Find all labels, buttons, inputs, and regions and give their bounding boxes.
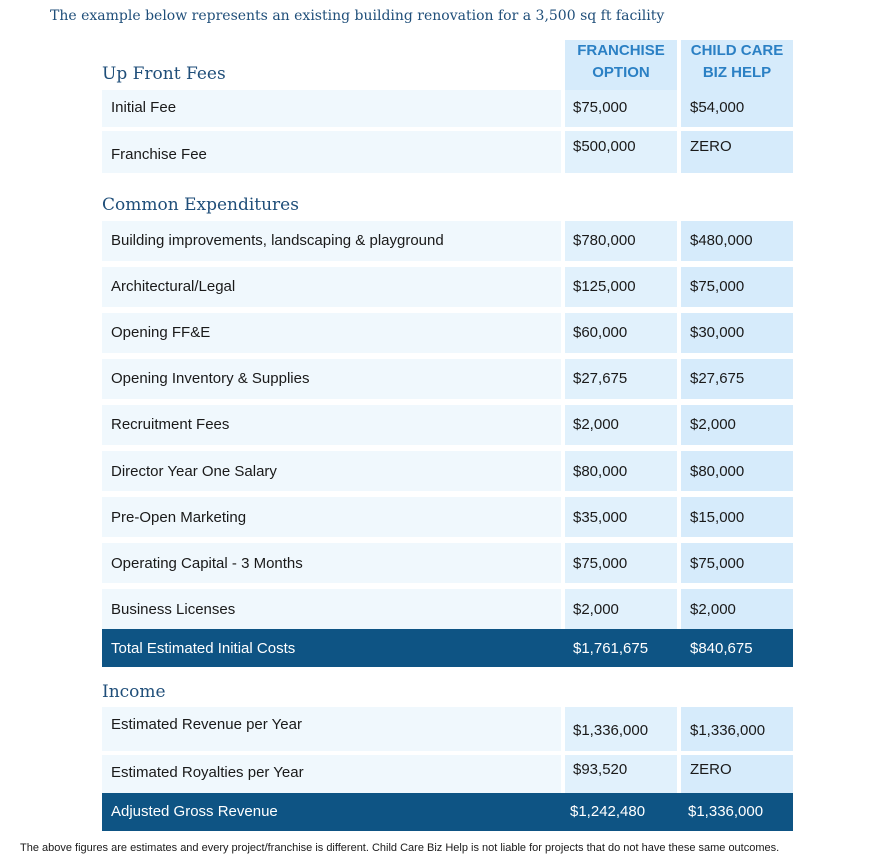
franchise-value: $27,675 — [573, 370, 628, 387]
ccbh-value: $54,000 — [690, 99, 745, 116]
total-franchise-value: $1,761,675 — [573, 640, 649, 657]
ccbh-value: $480,000 — [690, 232, 753, 249]
ccbh-value: $30,000 — [690, 324, 745, 341]
franchise-value: $35,000 — [573, 509, 628, 526]
row-label: Architectural/Legal — [111, 278, 236, 295]
table-row — [102, 707, 793, 751]
table-row — [102, 405, 793, 445]
intro-text: The example below represents an existing building renovation for a 3,500 sq ft facility — [50, 8, 665, 24]
row-label: Recruitment Fees — [111, 416, 230, 433]
column-header-line: OPTION — [592, 64, 650, 81]
table-row — [102, 221, 793, 261]
table-row — [102, 755, 793, 793]
ccbh-value: ZERO — [690, 138, 732, 155]
section-heading-common-expenditures: Common Expenditures — [102, 195, 299, 215]
franchise-value: $125,000 — [573, 278, 636, 295]
ccbh-value: $1,336,000 — [690, 722, 766, 739]
table-row — [102, 313, 793, 353]
total-franchise-value: $1,242,480 — [570, 803, 646, 820]
row-label: Business Licenses — [111, 601, 236, 618]
column-header-franchise-option — [565, 40, 677, 92]
franchise-value: $1,336,000 — [573, 722, 649, 739]
section-heading-income: Income — [102, 682, 166, 702]
section-heading-upfront-fees: Up Front Fees — [102, 64, 226, 84]
ccbh-value: $2,000 — [690, 416, 736, 433]
table-row — [102, 131, 793, 173]
table-row — [102, 451, 793, 491]
row-label: Pre-Open Marketing — [111, 509, 247, 526]
ccbh-value: $75,000 — [690, 555, 745, 572]
franchise-value: $2,000 — [573, 601, 619, 618]
row-label: Initial Fee — [111, 99, 177, 116]
total-row-initial-costs — [102, 629, 793, 667]
row-label: Director Year One Salary — [111, 463, 277, 480]
row-label: Franchise Fee — [111, 146, 207, 163]
disclaimer-footnote: The above figures are estimates and every project/franchise is different. Child Care Biz Help is not liable for projects that do not have these same outcomes. — [20, 842, 780, 854]
ccbh-value: $75,000 — [690, 278, 745, 295]
table-row — [102, 589, 793, 629]
table-row — [102, 267, 793, 307]
franchise-value: $80,000 — [573, 463, 628, 480]
column-header-line: BIZ HELP — [702, 64, 772, 81]
column-header-line: FRANCHISE — [577, 42, 665, 59]
total-ccbh-value: $840,675 — [690, 640, 753, 657]
franchise-value: $500,000 — [573, 138, 636, 155]
franchise-value: $75,000 — [573, 99, 628, 116]
total-row-adjusted-gross-revenue — [102, 793, 793, 831]
row-label: Opening Inventory & Supplies — [111, 370, 310, 387]
row-label: Operating Capital - 3 Months — [111, 555, 303, 572]
franchise-value: $2,000 — [573, 416, 619, 433]
table-row — [102, 90, 793, 127]
franchise-value: $93,520 — [573, 761, 628, 778]
franchise-value: $75,000 — [573, 555, 628, 572]
total-label: Adjusted Gross Revenue — [111, 803, 278, 820]
total-ccbh-value: $1,336,000 — [688, 803, 764, 820]
row-label: Estimated Royalties per Year — [111, 764, 304, 781]
row-label: Opening FF&E — [111, 324, 211, 341]
row-label: Building improvements, landscaping & playground — [111, 232, 444, 249]
table-row — [102, 543, 793, 583]
table-row — [102, 497, 793, 537]
ccbh-value: $80,000 — [690, 463, 745, 480]
column-header-child-care-biz-help — [681, 40, 793, 92]
row-label: Estimated Revenue per Year — [111, 716, 302, 733]
franchise-value: $780,000 — [573, 232, 636, 249]
ccbh-value: $27,675 — [690, 370, 745, 387]
franchise-value: $60,000 — [573, 324, 628, 341]
total-label: Total Estimated Initial Costs — [111, 640, 296, 657]
table-row — [102, 359, 793, 399]
ccbh-value: $15,000 — [690, 509, 745, 526]
ccbh-value: $2,000 — [690, 601, 736, 618]
column-header-line: CHILD CARE — [690, 42, 784, 59]
ccbh-value: ZERO — [690, 761, 732, 778]
